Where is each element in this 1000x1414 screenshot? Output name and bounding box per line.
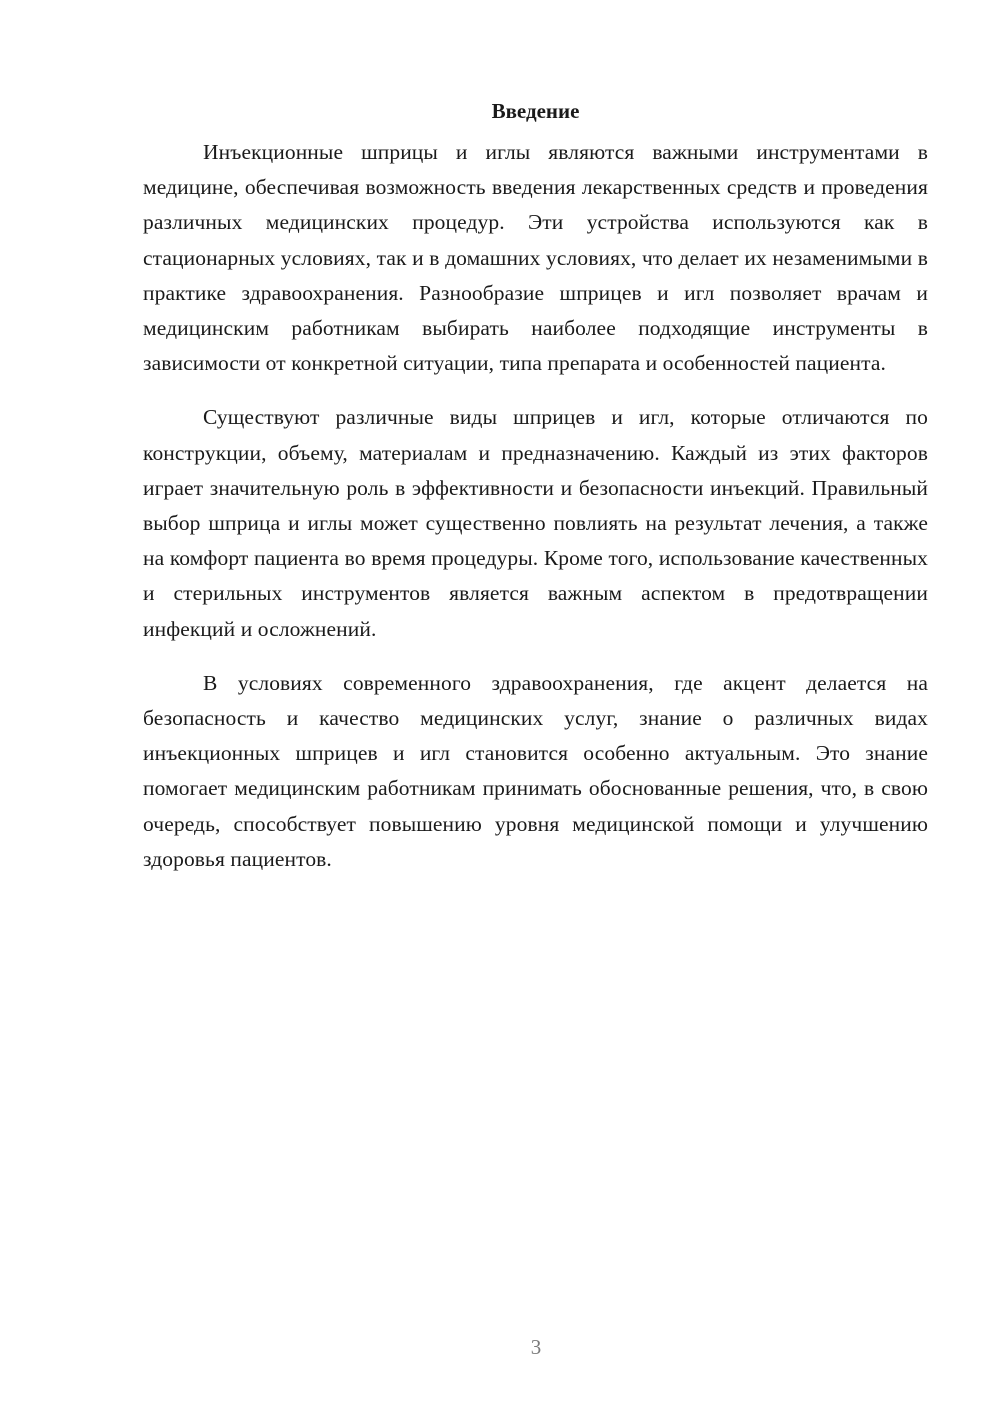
page-number: 3 <box>530 1335 542 1359</box>
paragraph-2: Существуют различные виды шприцев и игл, которые отличаются по конструкции, объему, материалам и предназначению. Каждый из этих факторов играет значительную роль в эффективности и безопасности инъекций. Правильный выбор шприца и иглы может существенно повлиять на результат лечения, а также на комфорт пациента во время процедуры. Кроме того, использование качественных и стерильных инструментов является важным аспектом в предотвращении инфекций и осложнений. <box>143 405 928 641</box>
section-title: Введение <box>491 99 580 123</box>
paragraph-3: В условиях современного здравоохранения, где акцент делается на безопасность и качество медицинских услуг, знание о различных видах инъекционных шприцев и игл становится особенно актуальным. Это знание помогает медицинским работникам принимать обоснованные решения, что, в свою очередь, способствует повышению уровня медицинской помощи и улучшению здоровья пациентов. <box>143 670 928 871</box>
paragraph-1: Инъекционные шприцы и иглы являются важными инструментами в медицине, обеспечивая возможность введения лекарственных средств и проведения различных медицинских процедур. Эти устройства используются как в стационарных условиях, так и в домашних условиях, что делает их незаменимыми в практике здравоохранения. Разнообразие шприцев и игл позволяет врачам и медицинским работникам выбирать наиболее подходящие инструменты в зависимости от конкретной ситуации, типа препарата и особенностей пациента. <box>143 140 928 376</box>
document-body <box>143 94 928 877</box>
